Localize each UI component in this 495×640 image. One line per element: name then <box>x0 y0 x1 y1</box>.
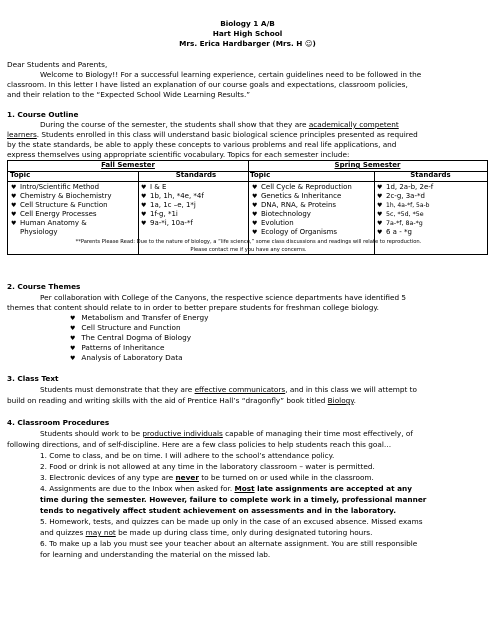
policy-2: 2. Food or drink is not allowed at any time in the laboratory classroom – water is permitted. <box>40 462 375 471</box>
spring-standards-col: Standards <box>410 171 451 179</box>
fall-std-text: I & E <box>150 183 167 191</box>
fall-topic-col: Topic <box>10 171 31 179</box>
policy-3-text: 3. Electronic devices of any type are <box>40 473 176 482</box>
s3-l1-text: Students must demonstrate that they are <box>40 385 195 394</box>
s3-line-2 <box>7 396 489 406</box>
policy-1: 1. Come to class, and be on time. I will adhere to the school’s attendance policy. <box>40 451 335 460</box>
theme-4 <box>70 343 164 354</box>
fall-topic-3 <box>11 201 108 210</box>
fall-topic-5 <box>11 219 87 228</box>
fall-std-text: 1f-g, *1i <box>150 210 178 218</box>
s1-line-1 <box>40 120 495 130</box>
fall-std-2 <box>141 192 204 201</box>
s1-l1-text: During the course of the semester, the students shall show that they are <box>40 120 309 129</box>
fall-topic-text: Cell Energy Processes <box>20 210 97 218</box>
s1-line-4: express themselves using appropriate scientific vocabulary. Topics for each semester include: <box>7 150 350 159</box>
s3-l1-underlined: effective communicators <box>194 385 286 394</box>
spring-topic-5 <box>252 219 294 228</box>
heart-bullet-icon: ♥ <box>252 229 258 236</box>
heart-bullet-icon: ♥ <box>252 202 258 209</box>
policy-4-line-3: tends to negatively affect student achievement on assessments and in the laboratory. <box>40 506 397 515</box>
heart-bullet-icon: ♥ <box>11 193 17 200</box>
fall-topic-5-cont: Physiology <box>20 228 58 236</box>
s1-l1-underlined: academically competent <box>308 120 399 129</box>
s3-l2-text: build on reading and writing skills with the aid of Prentice Hall’s “dragonfly” book titled <box>7 396 328 405</box>
spring-std-3 <box>377 201 430 210</box>
theme-3 <box>70 333 191 344</box>
theme-text: The Central Dogma of Biology <box>81 333 192 342</box>
spring-topic-2 <box>252 192 341 201</box>
heart-bullet-icon: ♥ <box>141 184 147 191</box>
policy-3-post: to be turned on or used while in the classroom. <box>198 473 374 482</box>
theme-5 <box>70 353 183 364</box>
s2-line-1: Per collaboration with College of the Canyons, the respective science departments have identified 5 <box>40 293 407 302</box>
heart-bullet-icon: ♥ <box>11 220 17 227</box>
s3-line-1 <box>40 385 495 395</box>
spring-std-6 <box>377 228 412 237</box>
spring-topic-3 <box>252 201 336 210</box>
intro-line-2: classroom. In this letter I have listed an explanation of our course goals and expectations, classroom policies, <box>7 80 408 89</box>
section-4-heading: 4. Classroom Procedures <box>7 418 110 427</box>
course-title: Biology 1 A/B <box>220 19 275 28</box>
heart-bullet-icon: ♥ <box>11 211 17 218</box>
fall-topic-text: Chemistry & Biochemistry <box>20 192 112 200</box>
spring-topic-col: Topic <box>250 171 271 179</box>
spring-std-text: 5c, *5d, *5e <box>386 211 424 218</box>
policy-3-emphasis: never <box>175 473 199 482</box>
theme-1 <box>70 313 208 324</box>
spring-std-5 <box>377 219 423 228</box>
fall-std-text: 1b, 1h, *4e, *4f <box>150 192 204 200</box>
spring-std-1 <box>377 183 433 192</box>
policy-6-line-2: for learning and understanding the material on the missed lab. <box>40 550 271 559</box>
section-1-heading: 1. Course Outline <box>7 110 79 119</box>
parents-note-line-2: Please contact me if you have any concerns. <box>190 247 307 253</box>
s2-line-2: themes that content should relate to in order to better prepare students for freshman college biology. <box>7 303 380 312</box>
theme-text: Cell Structure and Function <box>81 323 181 332</box>
school-name: Hart High School <box>212 29 283 38</box>
fall-std-4 <box>141 210 178 219</box>
s3-l2-post: . <box>353 396 356 405</box>
spring-std-4 <box>377 210 424 219</box>
heart-bullet-icon: ♥ <box>252 184 258 191</box>
heart-bullet-icon: ♥ <box>377 202 383 209</box>
spring-topic-text: DNA, RNA, & Proteins <box>261 201 337 209</box>
s1-line-3: by the state standards, be able to apply these concepts to various problems and real life applications, and <box>7 140 397 149</box>
spring-topic-text: Cell Cycle & Reproduction <box>261 183 352 191</box>
heart-bullet-icon: ♥ <box>141 193 147 200</box>
fall-std-1 <box>141 183 166 192</box>
spring-std-2 <box>377 192 425 201</box>
heart-bullet-icon: ♥ <box>70 345 76 352</box>
fall-topic-text: Human Anatomy & <box>20 219 87 227</box>
policy-4-text: 4. Assignments are due to the Inbox when asked for. <box>40 484 235 493</box>
policy-5-post: be made up during class time, only during designated tutoring hours. <box>115 528 373 537</box>
section-2-heading: 2. Course Themes <box>7 282 81 291</box>
s4-line-2: following directions, and of self-discipline. Here are a few class policies to help students reach this goal… <box>7 440 392 449</box>
fall-std-3 <box>141 201 196 210</box>
fall-topic-text: Intro/Scientific Method <box>20 183 100 191</box>
spring-topic-text: Biotechnology <box>261 210 311 218</box>
spring-topic-1 <box>252 183 352 192</box>
theme-text: Analysis of Laboratory Data <box>81 353 183 362</box>
heart-bullet-icon: ♥ <box>141 202 147 209</box>
spring-std-text: 7a-*f, 8a-*g <box>386 220 423 227</box>
spring-std-text: 6 a - *g <box>386 228 412 236</box>
spring-topic-6 <box>252 228 337 237</box>
parents-note-line-1: **Parents Please Read: Due to the nature of biology, a “life science,” some class discussions and readings will relate to reproduction. <box>75 239 422 245</box>
heart-bullet-icon: ♥ <box>377 193 383 200</box>
heart-bullet-icon: ♥ <box>70 335 76 342</box>
s4-l1-post: capable of managing their time most effectively, of <box>222 429 413 438</box>
s4-l1-underlined: productive individuals <box>142 429 223 438</box>
heart-bullet-icon: ♥ <box>70 325 76 332</box>
heart-bullet-icon: ♥ <box>70 315 76 322</box>
theme-text: Patterns of Inheritance <box>81 343 165 352</box>
intro-line-1: Welcome to Biology!! For a successful learning experience, certain guidelines need to be followed in the <box>40 70 422 79</box>
topics-table <box>7 160 488 255</box>
theme-text: Metabolism and Transfer of Energy <box>81 313 209 322</box>
heart-bullet-icon: ♥ <box>11 202 17 209</box>
heart-bullet-icon: ♥ <box>377 211 383 218</box>
fall-topic-2 <box>11 192 112 201</box>
fall-std-text: 1a, 1c –e, 1*j <box>150 201 196 209</box>
theme-2 <box>70 323 181 334</box>
policy-4-emphasis: Most <box>234 484 255 493</box>
spring-topic-text: Genetics & Inheritance <box>261 192 342 200</box>
heart-bullet-icon: ♥ <box>377 184 383 191</box>
spring-semester-header: Spring Semester <box>334 161 401 169</box>
spring-topic-text: Ecology of Organisms <box>261 228 338 236</box>
policy-5: 5. Homework, tests, and quizzes can be made up only in the case of an excused absence. Missed exams <box>40 517 423 526</box>
policy-5-line-2 <box>40 528 495 538</box>
policy-4-bold: late assignments are accepted at any <box>254 484 412 493</box>
fall-semester-header: Fall Semester <box>101 161 155 169</box>
greeting: Dear Students and Parents, <box>7 60 108 69</box>
policy-4-line-2: time during the semester. However, failure to complete work in a timely, professional manner <box>40 495 427 504</box>
s1-l2-underlined: learners <box>7 130 37 139</box>
fall-std-text: 9a-*i, 10a-*f <box>150 219 193 227</box>
fall-std-5 <box>141 219 193 228</box>
fall-topic-1 <box>11 183 99 192</box>
spring-std-text: 1d, 2a-b, 2e-f <box>386 183 434 191</box>
section-3-heading: 3. Class Text <box>7 374 59 383</box>
heart-bullet-icon: ♥ <box>70 355 76 362</box>
spring-std-text: 2c-g, 3a-*d <box>386 192 425 200</box>
heart-bullet-icon: ♥ <box>252 211 258 218</box>
s3-l1-post: , and in this class we will attempt to <box>285 385 417 394</box>
textbook-title: Biology <box>327 396 354 405</box>
spring-topic-4 <box>252 210 311 219</box>
policy-6: 6. To make up a lab you must see your teacher about an alternate assignment. You are still responsible <box>40 539 418 548</box>
policy-4 <box>40 484 495 494</box>
heart-bullet-icon: ♥ <box>141 211 147 218</box>
heart-bullet-icon: ♥ <box>141 220 147 227</box>
heart-bullet-icon: ♥ <box>11 184 17 191</box>
heart-bullet-icon: ♥ <box>377 229 383 236</box>
s4-l1-text: Students should work to be <box>40 429 143 438</box>
policy-5-underlined: may not <box>85 528 116 537</box>
heart-bullet-icon: ♥ <box>377 220 383 227</box>
fall-topic-4 <box>11 210 97 219</box>
teacher-name: Mrs. Erica Hardbarger (Mrs. H ☺) <box>179 39 316 48</box>
s1-line-2 <box>7 130 489 140</box>
heart-bullet-icon: ♥ <box>252 193 258 200</box>
s1-l2-text: . Students enrolled in this class will understand basic biological science principles presented as required <box>36 130 418 139</box>
policy-3 <box>40 473 495 483</box>
heart-bullet-icon: ♥ <box>252 220 258 227</box>
policy-5-text: and quizzes <box>40 528 86 537</box>
fall-topic-text: Cell Structure & Function <box>20 201 108 209</box>
spring-topic-text: Evolution <box>261 219 294 227</box>
spring-std-text: 1h, 4a-*f, 5a-b <box>386 202 430 209</box>
s4-line-1 <box>40 429 495 439</box>
fall-standards-col: Standards <box>175 171 217 179</box>
intro-line-3: and their relation to the “Expected School Wide Learning Results.” <box>7 90 251 99</box>
